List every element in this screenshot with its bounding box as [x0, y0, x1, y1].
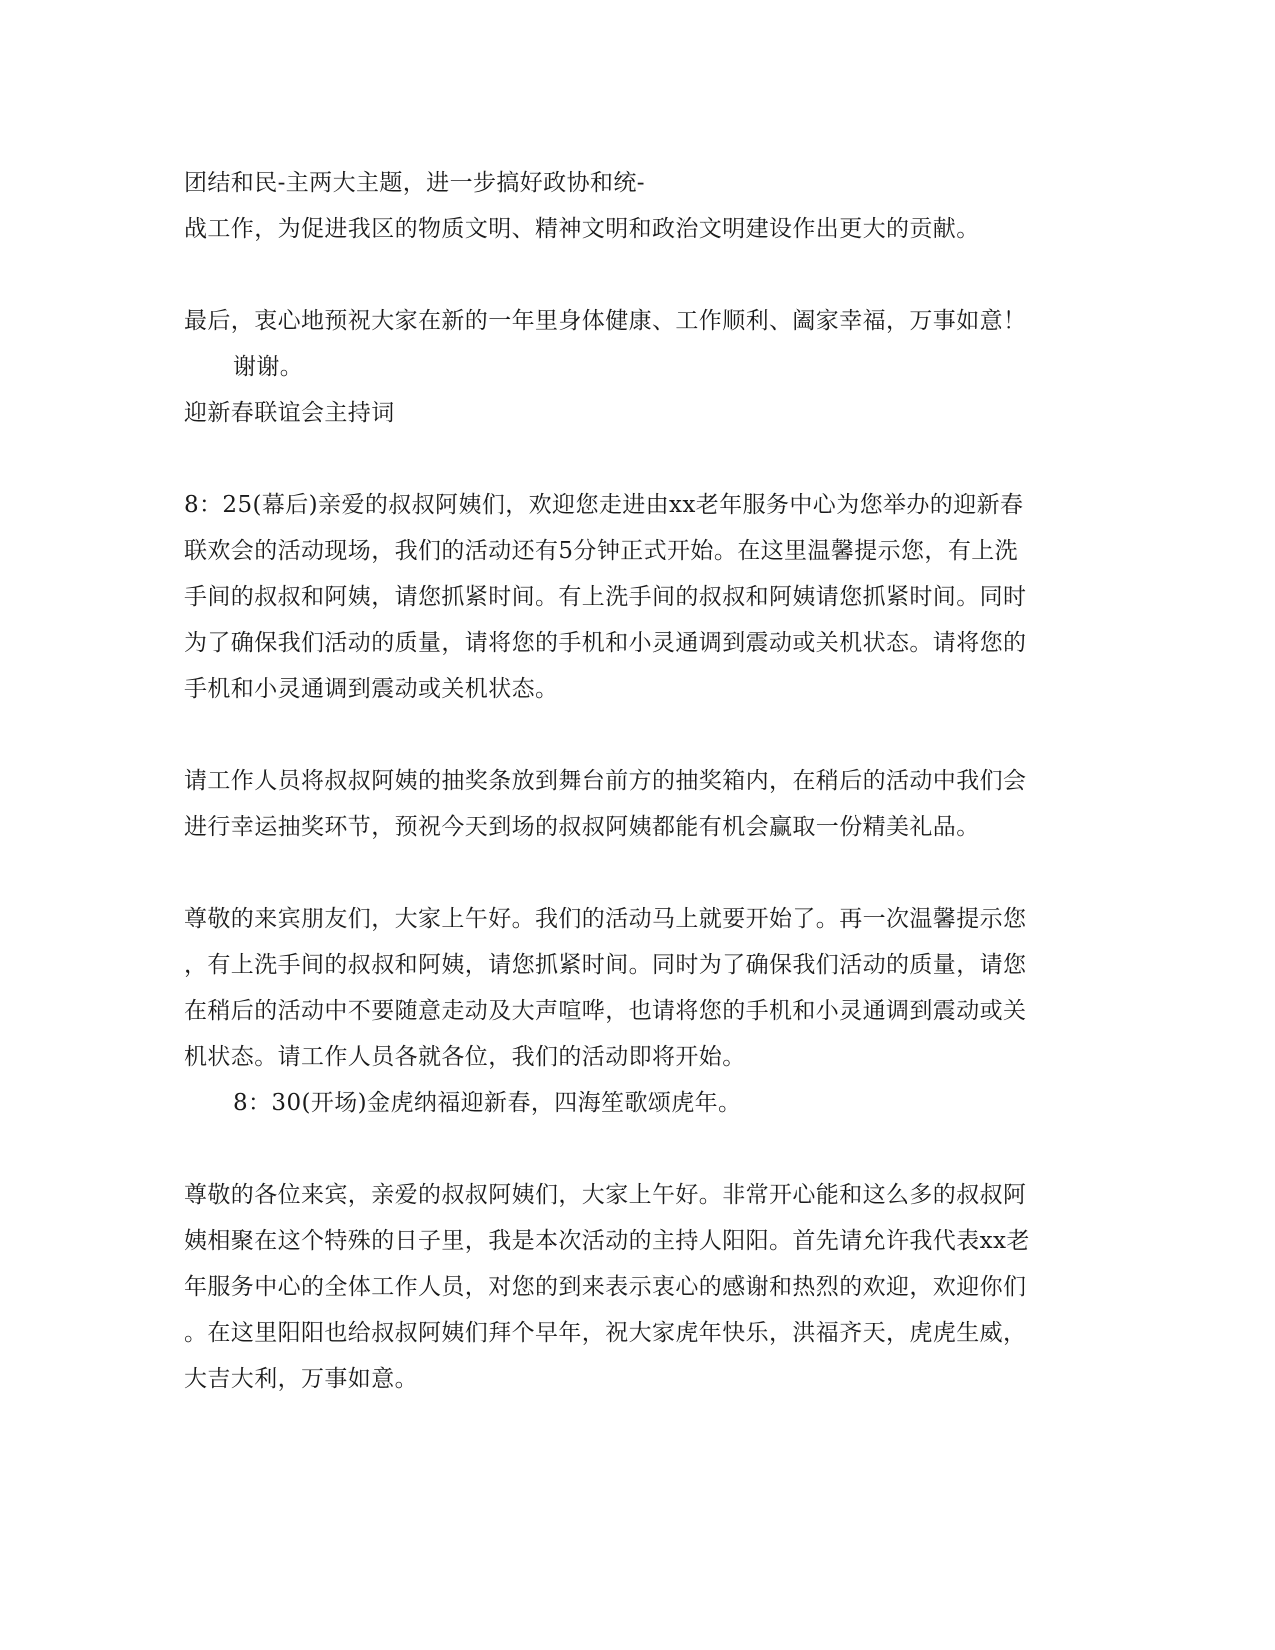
text-line: 在稍后的活动中不要随意走动及大声喧哗，也请将您的手机和小灵通调到震动或关	[184, 998, 1027, 1024]
text-line: 最后，衷心地预祝大家在新的一年里身体健康、工作顺利、阖家幸福，万事如意！	[184, 308, 1027, 334]
text-line: 机状态。请工作人员各就各位，我们的活动即将开始。	[184, 1044, 746, 1070]
text-line: 。在这里阳阳也给叔叔阿姨们拜个早年，祝大家虎年快乐，洪福齐天，虎虎生威，	[184, 1320, 1027, 1346]
text-line: 手间的叔叔和阿姨，请您抓紧时间。有上洗手间的叔叔和阿姨请您抓紧时间。同时	[184, 584, 1027, 610]
text-line: 请工作人员将叔叔阿姨的抽奖条放到舞台前方的抽奖箱内，在稍后的活动中我们会	[184, 768, 1027, 794]
text-line: 尊敬的来宾朋友们，大家上午好。我们的活动马上就要开始了。再一次温馨提示您	[184, 906, 1027, 932]
text-line: 联欢会的活动现场，我们的活动还有5分钟正式开始。在这里温馨提示您，有上洗	[184, 538, 1019, 564]
text-line: 进行幸运抽奖环节，预祝今天到场的叔叔阿姨都能有机会赢取一份精美礼品。	[184, 814, 980, 840]
section-heading: 迎新春联谊会主持词	[184, 400, 395, 426]
text-line: 为了确保我们活动的质量，请将您的手机和小灵通调到震动或关机状态。请将您的	[184, 630, 1027, 656]
text-line: 年服务中心的全体工作人员，对您的到来表示衷心的感谢和热烈的欢迎，欢迎你们	[184, 1274, 1027, 1300]
text-line: 战工作，为促进我区的物质文明、精神文明和政治文明建设作出更大的贡献。	[184, 216, 980, 242]
text-line: 大吉大利，万事如意。	[184, 1366, 418, 1392]
text-line: 姨相聚在这个特殊的日子里，我是本次活动的主持人阳阳。首先请允许我代表xx老	[184, 1228, 1030, 1254]
text-line: 团结和民-主两大主题，进一步搞好政协和统-	[184, 170, 645, 196]
text-line: 谢谢。	[233, 354, 304, 380]
text-line: 手机和小灵通调到震动或关机状态。	[184, 676, 559, 702]
text-line: 8：30(开场)金虎纳福迎新春，四海笙歌颂虎年。	[233, 1090, 742, 1116]
text-line: ，有上洗手间的叔叔和阿姨，请您抓紧时间。同时为了确保我们活动的质量，请您	[184, 952, 1027, 978]
text-line: 8：25(幕后)亲爱的叔叔阿姨们，欢迎您走进由xx老年服务中心为您举办的迎新春	[184, 492, 1024, 518]
text-line: 尊敬的各位来宾，亲爱的叔叔阿姨们，大家上午好。非常开心能和这么多的叔叔阿	[184, 1182, 1027, 1208]
